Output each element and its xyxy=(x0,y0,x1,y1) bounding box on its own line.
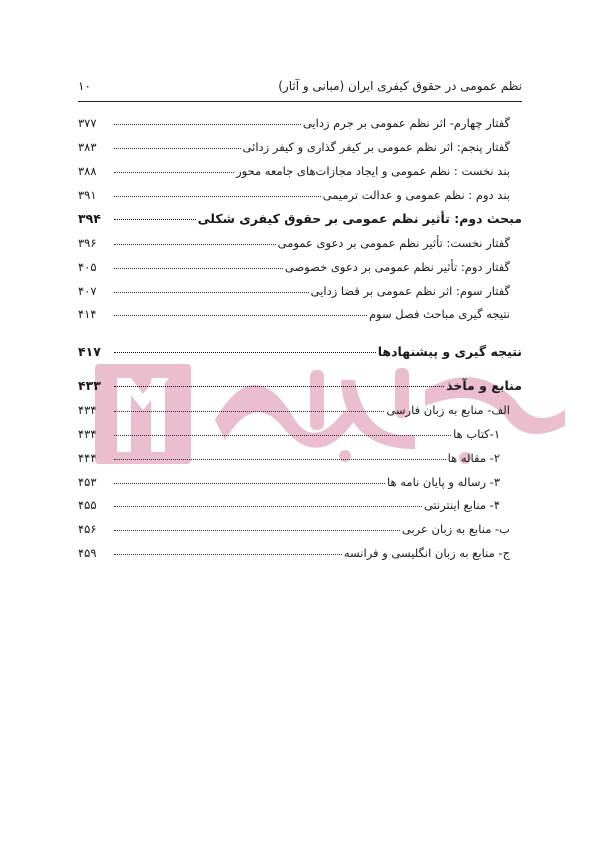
toc-entry-title: بند دوم : نظم عمومی و عدالت ترمیمی xyxy=(322,188,510,202)
toc-dot-leader xyxy=(114,385,444,387)
toc-entry xyxy=(78,164,522,184)
toc-entry-page: ۴۳۴ xyxy=(78,403,97,417)
toc-entry xyxy=(78,211,522,231)
toc-entry xyxy=(78,522,522,542)
toc-entry xyxy=(78,546,522,566)
toc-entry xyxy=(78,451,522,471)
toc-entry xyxy=(78,498,522,518)
toc-dot-leader xyxy=(114,243,276,245)
toc-entry-page: ۴۰۷ xyxy=(78,284,97,298)
toc-entry-title: ج- منابع به زبان انگلیسی و فرانسه xyxy=(343,546,510,560)
toc-entry xyxy=(78,236,522,256)
toc-dot-leader xyxy=(114,351,376,353)
toc-dot-leader xyxy=(114,314,367,316)
toc-dot-leader xyxy=(114,195,321,197)
toc-dot-leader xyxy=(114,410,384,412)
toc-dot-leader xyxy=(114,458,446,460)
toc-entry-title: الف- منابع به زبان فارسی xyxy=(386,403,510,417)
toc-entry-page: ۳۹۱ xyxy=(78,188,97,202)
toc-entry xyxy=(78,475,522,495)
toc-dot-leader xyxy=(114,553,342,555)
toc-entry-title: مبحث دوم: تأثیر نظم عمومی بر حقوق کیفری شکلی xyxy=(197,211,522,226)
toc-entry-page: ۴۵۹ xyxy=(78,546,97,560)
toc-entry-title: گفتار دوم: تأثیر نظم عمومی بر دعوی خصوصی xyxy=(284,260,510,274)
toc-entry-page: ۳۸۸ xyxy=(78,164,97,178)
toc-entry-title: بند نخست : نظم عمومی و ایجاد مجازات‌های جامعه محور xyxy=(236,164,510,178)
toc-entry xyxy=(78,140,522,160)
toc-dot-leader xyxy=(114,291,309,293)
toc-dot-leader xyxy=(114,267,283,269)
toc-entry-page: ۴۳۳ xyxy=(78,378,101,393)
toc-entry-page: ۴۵۶ xyxy=(78,522,97,536)
toc-dot-leader xyxy=(114,434,451,436)
toc-entry-page: ۴۳۴ xyxy=(78,427,97,441)
toc-entry-title: نتیجه گیری مباحث فصل سوم xyxy=(368,307,510,321)
toc-entry-page: ۳۸۳ xyxy=(78,140,97,154)
toc-dot-leader xyxy=(114,218,196,220)
page-number: ۱۰ xyxy=(78,79,91,93)
toc-entry xyxy=(78,260,522,280)
toc-entry-page: ۴۵۳ xyxy=(78,475,97,489)
toc-dot-leader xyxy=(114,123,301,125)
toc-entry-title: ب- منابع به زبان عربی xyxy=(401,522,510,536)
toc-entry xyxy=(78,427,522,447)
toc-entry-title: ۱-کتاب ها xyxy=(453,427,500,441)
toc-entry-title: گفتار سوم: اثر نظم عمومی بر قضا زدایی xyxy=(310,284,510,298)
running-title: نظم عمومی در حقوق کیفری ایران (مبانی و آثار) xyxy=(278,79,522,93)
toc-entry-page: ۳۷۷ xyxy=(78,116,97,130)
toc-entry-title: گفتار نخست: تأثیر نظم عمومی بر دعوی عمومی xyxy=(277,236,510,250)
toc-entry-page: ۴۰۵ xyxy=(78,260,97,274)
toc-entry-title: ۳- رساله و پایان نامه ها xyxy=(387,475,500,489)
toc-dot-leader xyxy=(114,482,385,484)
toc-entry-title: ۲- مقاله ها xyxy=(447,451,500,465)
toc-dot-leader xyxy=(114,505,422,507)
toc-entry-title: گفتار چهارم- اثر نظم عمومی بر جرم زدایی xyxy=(302,116,510,130)
toc-entry-title: ۴- منابع اینترنتی xyxy=(423,498,500,512)
toc-entry xyxy=(78,403,522,423)
toc-entry-page: ۳۹۴ xyxy=(78,211,101,226)
toc-dot-leader xyxy=(114,171,234,173)
toc-entry-page: ۴۵۵ xyxy=(78,498,97,512)
toc-entry xyxy=(78,344,522,364)
toc-entry-title: نتیجه گیری و پیشنهادها xyxy=(377,344,522,359)
toc-dot-leader xyxy=(114,529,400,531)
toc-entry xyxy=(78,188,522,208)
toc-entry xyxy=(78,284,522,304)
toc-entry-title: گفتار پنجم: اثر نظم عمومی بر کیفر گذاری و کیفر زدائی xyxy=(242,140,510,154)
toc-entry-title: منابع و مآخذ xyxy=(446,378,522,393)
toc-dot-leader xyxy=(114,147,241,149)
toc-entry xyxy=(78,307,522,327)
toc-entry-page: ۴۴۴ xyxy=(78,451,97,465)
toc-entry-page: ۳۹۶ xyxy=(78,236,97,250)
toc-entry xyxy=(78,116,522,136)
toc-entry xyxy=(78,378,522,398)
toc-entry-page: ۴۱۴ xyxy=(78,307,97,321)
toc-entry-page: ۴۱۷ xyxy=(78,344,101,359)
